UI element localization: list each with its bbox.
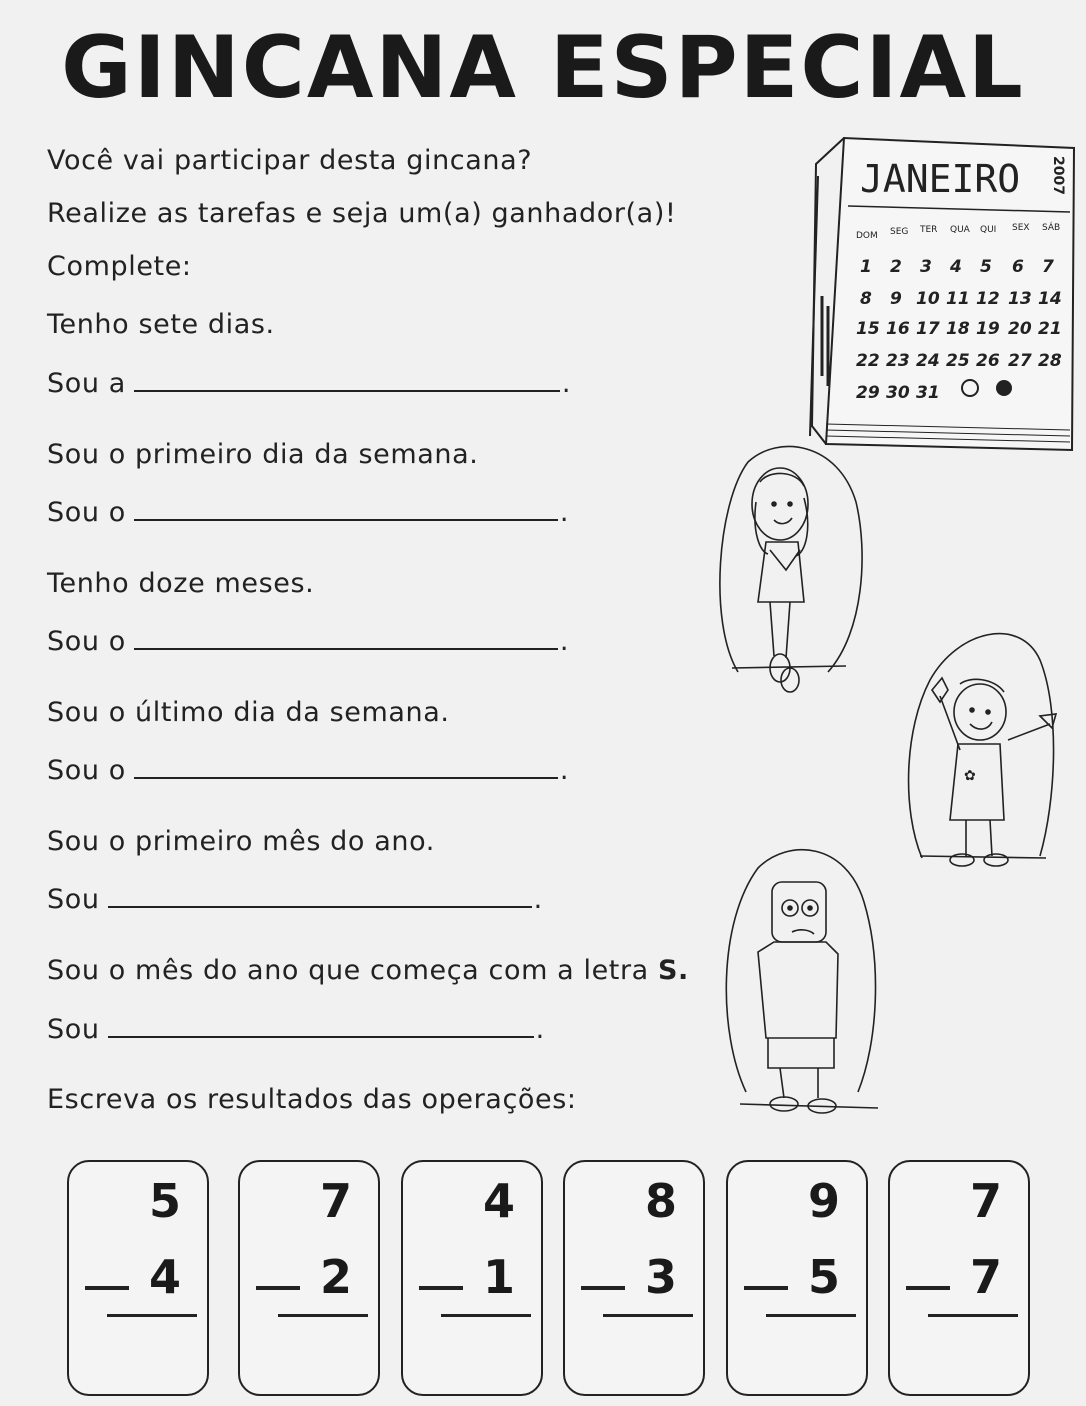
calendar-day: 24 xyxy=(916,351,940,371)
answer-period: . xyxy=(535,1014,545,1045)
answer-period: . xyxy=(559,755,570,786)
riddle-answer-row-4 xyxy=(47,755,569,786)
calendar-day: 7 xyxy=(1042,257,1054,277)
calendar-day: 28 xyxy=(1038,351,1062,371)
weekday-label: SEX xyxy=(1012,223,1030,233)
calendar-day: 18 xyxy=(946,319,970,339)
riddle-clue-1: Tenho sete dias. xyxy=(47,309,275,340)
answer-period: . xyxy=(533,884,543,915)
weekday-label: DOM xyxy=(856,231,878,241)
calendar-year: 2007 xyxy=(1050,156,1066,195)
boy-illustration xyxy=(718,842,884,1132)
minus-sign xyxy=(85,1286,129,1290)
weekday-label: QUI xyxy=(980,225,997,235)
subtrahend: 3 xyxy=(644,1250,677,1304)
calendar-day: 15 xyxy=(856,319,880,339)
calendar-day: 6 xyxy=(1012,257,1024,277)
minus-sign xyxy=(581,1286,625,1290)
operation-box-5 xyxy=(726,1160,868,1396)
new-moon-icon xyxy=(996,380,1012,396)
answer-blank-5[interactable] xyxy=(108,884,532,908)
calendar-day: 9 xyxy=(890,289,902,309)
subtrahend: 1 xyxy=(482,1250,515,1304)
weekday-label: TER xyxy=(920,225,938,235)
calendar-illustration xyxy=(808,136,1080,456)
riddle-answer-row-2 xyxy=(47,497,569,528)
result-line[interactable] xyxy=(928,1314,1018,1317)
calendar-day: 29 xyxy=(856,383,880,403)
riddle-clue-2: Sou o primeiro dia da semana. xyxy=(47,439,479,470)
calendar-day: 20 xyxy=(1008,319,1032,339)
calendar-day: 30 xyxy=(886,383,910,403)
riddle-clue-5: Sou o primeiro mês do ano. xyxy=(47,826,435,857)
operation-box-6 xyxy=(888,1160,1030,1396)
result-line[interactable] xyxy=(603,1314,693,1317)
weekday-label: QUA xyxy=(950,225,970,235)
calendar-day: 22 xyxy=(856,351,880,371)
minus-sign xyxy=(419,1286,463,1290)
calendar-day: 10 xyxy=(916,289,940,309)
calendar-day: 14 xyxy=(1038,289,1062,309)
operation-box-3 xyxy=(401,1160,543,1396)
answer-blank-3[interactable] xyxy=(134,626,558,650)
minuend: 7 xyxy=(319,1174,352,1228)
subtrahend: 5 xyxy=(807,1250,840,1304)
calendar-day: 5 xyxy=(980,257,992,277)
riddle-clue-letter: S. xyxy=(658,955,689,986)
calendar-day: 12 xyxy=(976,289,1000,309)
calendar-day: 8 xyxy=(860,289,872,309)
result-line[interactable] xyxy=(107,1314,197,1317)
result-line[interactable] xyxy=(278,1314,368,1317)
answer-blank-4[interactable] xyxy=(134,755,558,779)
svg-text:✿: ✿ xyxy=(964,768,976,784)
answer-blank-6[interactable] xyxy=(108,1014,534,1038)
calendar-day: 27 xyxy=(1008,351,1032,371)
calendar-day: 4 xyxy=(950,257,962,277)
minuend: 8 xyxy=(644,1174,677,1228)
minus-sign xyxy=(256,1286,300,1290)
page-title: GINCANA ESPECIAL xyxy=(61,18,1025,118)
subtrahend: 4 xyxy=(148,1250,181,1304)
answer-prefix: Sou xyxy=(47,884,100,915)
calendar-day: 23 xyxy=(886,351,910,371)
girl-illustration xyxy=(708,442,870,708)
answer-prefix: Sou xyxy=(47,1014,100,1045)
calendar-month: JANEIRO xyxy=(860,157,1021,201)
answer-prefix: Sou a xyxy=(47,368,126,399)
complete-label: Complete: xyxy=(47,251,192,282)
intro-question: Você vai participar desta gincana? xyxy=(47,145,533,176)
calendar-day: 11 xyxy=(946,289,970,309)
riddle-clue-3: Tenho doze meses. xyxy=(47,568,315,599)
waving-kid-illustration xyxy=(900,620,1060,870)
calendar-day: 13 xyxy=(1008,289,1032,309)
riddle-clue-4: Sou o último dia da semana. xyxy=(47,697,450,728)
calendar-day: 31 xyxy=(916,383,940,403)
operations-row xyxy=(67,1160,1037,1396)
calendar-day: 17 xyxy=(916,319,940,339)
result-line[interactable] xyxy=(441,1314,531,1317)
calendar-day: 19 xyxy=(976,319,1000,339)
calendar-day: 25 xyxy=(946,351,970,371)
weekday-label: SÁB xyxy=(1042,223,1061,233)
minuend: 5 xyxy=(148,1174,181,1228)
calendar-day: 21 xyxy=(1038,319,1062,339)
riddle-answer-row-1 xyxy=(47,368,571,399)
calendar-day: 2 xyxy=(890,257,902,277)
riddle-answer-row-5 xyxy=(47,884,543,915)
intro-instruction: Realize as tarefas e seja um(a) ganhador(a)! xyxy=(47,198,677,229)
result-line[interactable] xyxy=(766,1314,856,1317)
minus-sign xyxy=(906,1286,950,1290)
riddle-clue-6 xyxy=(47,955,689,986)
operation-box-4 xyxy=(563,1160,705,1396)
minuend: 7 xyxy=(969,1174,1002,1228)
subtrahend: 2 xyxy=(319,1250,352,1304)
operations-label: Escreva os resultados das operações: xyxy=(47,1084,577,1115)
calendar-day: 1 xyxy=(860,257,872,277)
answer-period: . xyxy=(561,368,572,399)
calendar-day: 26 xyxy=(976,351,1000,371)
riddle-clue-text: Sou o mês do ano que começa com a letra xyxy=(47,955,659,986)
answer-prefix: Sou o xyxy=(47,755,126,786)
riddle-answer-row-6 xyxy=(47,1014,545,1045)
weekday-label: SEG xyxy=(890,227,909,237)
operation-box-2 xyxy=(238,1160,380,1396)
answer-prefix: Sou o xyxy=(47,626,126,657)
calendar-day: 3 xyxy=(920,257,932,277)
calendar-day: 16 xyxy=(886,319,910,339)
answer-period: . xyxy=(559,626,570,657)
subtrahend: 7 xyxy=(969,1250,1002,1304)
answer-prefix: Sou o xyxy=(47,497,126,528)
answer-blank-2[interactable] xyxy=(134,497,558,521)
minus-sign xyxy=(744,1286,788,1290)
riddle-answer-row-3 xyxy=(47,626,569,657)
minuend: 9 xyxy=(807,1174,840,1228)
minuend: 4 xyxy=(482,1174,515,1228)
answer-period: . xyxy=(559,497,570,528)
operation-box-1 xyxy=(67,1160,209,1396)
answer-blank-1[interactable] xyxy=(134,368,560,392)
